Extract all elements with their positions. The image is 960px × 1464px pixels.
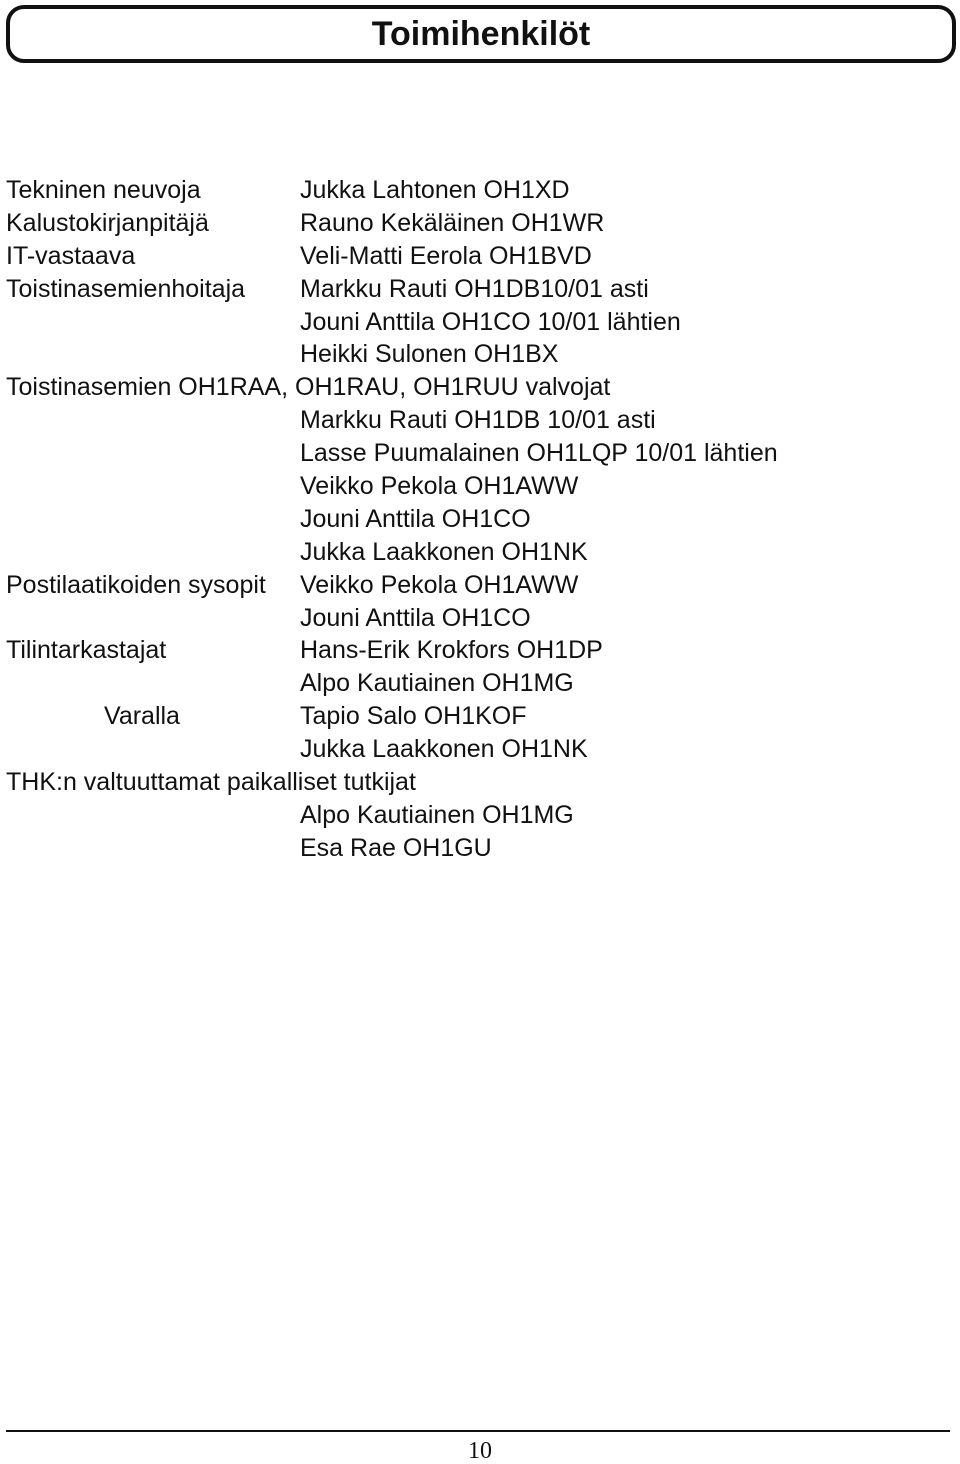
person-name: Alpo Kautiainen OH1MG: [300, 800, 574, 829]
list-item: [6, 470, 946, 503]
list-item: [6, 766, 946, 799]
list-item: [6, 174, 946, 207]
role-label: Toistinasemien OH1RAA, OH1RAU, OH1RUU valvojat: [6, 373, 611, 402]
list-item: [6, 700, 946, 733]
person-name: Jukka Laakkonen OH1NK: [300, 537, 588, 566]
person-name: Esa Rae OH1GU: [300, 833, 492, 862]
person-name: Lasse Puumalainen OH1LQP 10/01 lähtien: [300, 439, 778, 468]
person-name: Jouni Anttila OH1CO: [300, 603, 531, 632]
person-name: Jukka Lahtonen OH1XD: [300, 176, 570, 204]
list-item: [6, 832, 946, 865]
list-item: [6, 569, 946, 602]
list-item: [6, 240, 946, 273]
person-name: Tapio Salo OH1KOF: [300, 702, 527, 731]
list-item: [6, 667, 946, 700]
role-label: IT-vastaava: [6, 241, 136, 270]
list-item: [6, 371, 946, 404]
list-item: [6, 306, 946, 339]
person-name: Jouni Anttila OH1CO: [300, 504, 531, 533]
list-item: [6, 634, 946, 667]
person-name: Jukka Laakkonen OH1NK: [300, 735, 588, 764]
list-item: [6, 799, 946, 832]
list-item: [6, 602, 946, 635]
page-number: 10: [468, 1438, 492, 1464]
list-item: [6, 338, 946, 371]
page-title: Toimihenkilöt: [371, 15, 591, 53]
role-label: Postilaatikoiden sysopit: [6, 570, 266, 599]
list-item: [6, 437, 946, 470]
role-label: Tilintarkastajat: [6, 636, 167, 665]
person-name: Jouni Anttila OH1CO 10/01 lähtien: [300, 307, 681, 336]
role-label: Kalustokirjanpitäjä: [6, 208, 209, 237]
person-name: Rauno Kekäläinen OH1WR: [300, 208, 605, 237]
role-label: Varalla: [104, 702, 180, 731]
list-item: [6, 503, 946, 536]
list-item: [6, 536, 946, 569]
person-name: Heikki Sulonen OH1BX: [300, 340, 559, 369]
list-item: [6, 733, 946, 766]
person-name: Alpo Kautiainen OH1MG: [300, 669, 574, 698]
person-name: Hans-Erik Krokfors OH1DP: [300, 636, 603, 665]
role-label: Tekninen neuvoja: [6, 176, 201, 204]
person-name: Markku Rauti OH1DB 10/01 asti: [300, 406, 656, 435]
role-label: Toistinasemienhoitaja: [6, 274, 246, 303]
list-item: [6, 207, 946, 240]
person-name: Veikko Pekola OH1AWW: [300, 570, 579, 599]
list-item: [6, 404, 946, 437]
person-name: Markku Rauti OH1DB10/01 asti: [300, 274, 649, 303]
title-box: [6, 5, 956, 63]
list-item: [6, 273, 946, 306]
role-label: THK:n valtuuttamat paikalliset tutkijat: [6, 768, 416, 797]
footer-divider: [6, 1430, 950, 1432]
person-name: Veli-Matti Eerola OH1BVD: [300, 241, 592, 270]
staff-list: [6, 174, 946, 865]
person-name: Veikko Pekola OH1AWW: [300, 472, 579, 501]
